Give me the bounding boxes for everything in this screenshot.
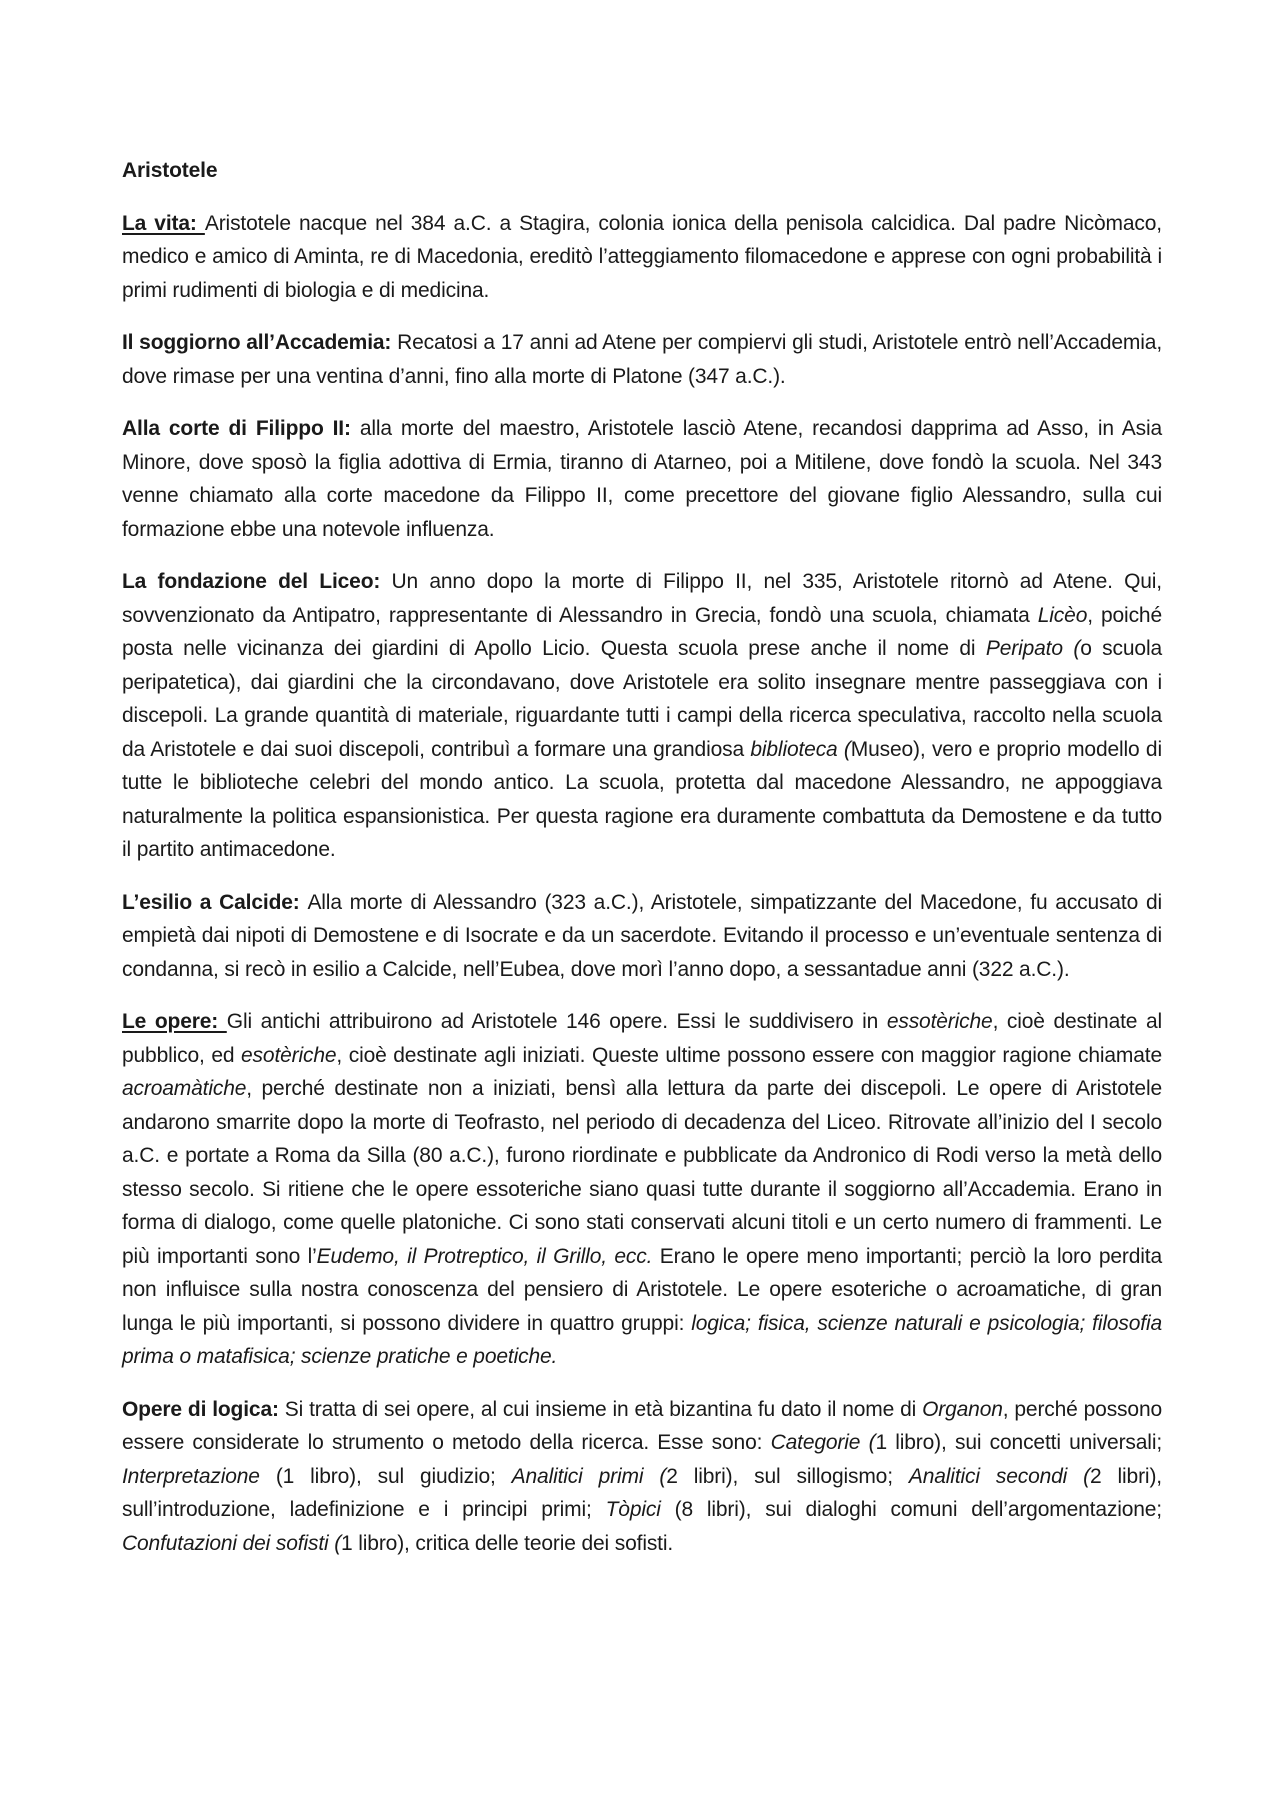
italic-term: Tòpici <box>605 1498 661 1521</box>
italic-term: logica; fisica, scienze naturali e psicologia; filosofia prima o matafisica; scienze pratiche e poetiche. <box>122 1311 1162 1368</box>
document-title: Aristotele <box>122 159 218 182</box>
paragraph-text: Museo), vero e proprio modello di tutte le biblioteche celebri del mondo antico. La scuola, protetta dal macedone Alessandro, ne appoggiava naturalmente la politica espansionistica. Per questa ragione era duramente combattuta da Demostene e da tutto il partito antimacedone. <box>122 737 1162 861</box>
heading-text: Le opere: <box>122 1010 227 1033</box>
paragraph-text: (1 libro), sul giudizio; <box>259 1464 512 1488</box>
paragraph-text: Recatosi a 17 anni ad Atene per compiervi gli studi, Aristotele entrò nell’Accademia, dove rimase per una ventina d’anni, fino alla morte di Platone (347 a.C.). <box>122 331 1162 388</box>
italic-term: Analitici primi ( <box>511 1464 667 1488</box>
paragraph-text: , cioè destinate al pubblico, ed <box>122 1010 1163 1067</box>
paragraph-heading: L’esilio a Calcide: <box>122 890 308 914</box>
italic-term: esotèriche <box>241 1043 337 1067</box>
paragraph-liceo <box>122 565 1162 867</box>
italic-term: Interpretazione <box>122 1464 260 1488</box>
document-body <box>122 154 1162 1579</box>
paragraph-text: alla morte del maestro, Aristotele lasciò Atene, recandosi dapprima ad Asso, in Asia Minore, dove sposò la figlia adottiva di Ermia, tiranno di Atarneo, poi a Mitilene, dove fondò la scuola. Nel 343 venne chiamato alla corte macedone da Filippo II, come precettore del giovane figlio Alessandro, sulla cui formazione ebbe una notevole influenza. <box>122 417 1163 541</box>
italic-term: acroamàtiche <box>122 1077 247 1100</box>
paragraph-heading: Il soggiorno all’Accademia: <box>122 331 398 354</box>
paragraph-text: 1 libro), sui concetti universali; <box>875 1431 1163 1454</box>
italic-term: Analitici secondi ( <box>908 1464 1091 1488</box>
italic-term: Licèo <box>1037 603 1088 627</box>
paragraph-text: 2 libri), sull’introduzione, ladefinizione e i principi primi; <box>122 1464 1162 1521</box>
paragraph-text: Si tratta di sei opere, al cui insieme in età bizantina fu dato il nome di <box>284 1397 923 1421</box>
paragraph-heading <box>122 1010 227 1033</box>
paragraph-filippo <box>122 412 1162 546</box>
paragraph-logica <box>122 1393 1162 1561</box>
italic-term: biblioteca ( <box>750 737 851 761</box>
paragraph-text: 2 libri), sul sillogismo; <box>666 1464 909 1488</box>
paragraph-text: , perché possono essere considerate lo strumento o metodo della ricerca. Esse sono: <box>122 1397 1162 1454</box>
paragraph-text: Gli antichi attribuirono ad Aristotele 146 opere. Essi le suddivisero in <box>226 1010 887 1033</box>
paragraph-text: 1 libro), critica delle teorie dei sofisti. <box>341 1531 674 1555</box>
paragraph-text: (8 libri), sui dialoghi comuni dell’argomentazione; <box>660 1498 1162 1521</box>
italic-term: Organon <box>922 1397 1003 1421</box>
paragraph-accademia <box>122 326 1162 393</box>
heading-text: La vita: <box>122 211 205 235</box>
paragraph-text: o scuola peripatetica), dai giardini che la circondavano, dove Aristotele era solito insegnare mentre passeggiava con i discepoli. La grande quantità di materiale, riguardante tutti i campi della ricerca speculativa, raccolto nella scuola da Aristotele e dai suoi discepoli, contribuì a formare una grandiosa <box>122 637 1162 761</box>
paragraph-text: Aristotele nacque nel 384 a.C. a Stagira, colonia ionica della penisola calcidica. Dal padre Nicòmaco, medico e amico di Aminta, re di Macedonia, ereditò l’atteggiamento filomacedone e apprese con ogni probabilità i primi rudimenti di biologia e di medicina. <box>122 211 1162 302</box>
paragraph-text: Erano le opere meno importanti; perciò la loro perdita non influisce sulla nostra conoscenza del pensiero di Aristotele. Le opere esoteriche o acroamatiche, di gran lunga le più importanti, si possono dividere in quattro gruppi: <box>122 1244 1162 1335</box>
paragraph-heading <box>122 212 205 235</box>
paragraph-text: Alla morte di Alessandro (323 a.C.), Aristotele, simpatizzante del Macedone, fu accusato di empietà dai nipoti di Demostene e di Isocrate e da un sacerdote. Evitando il processo e un’eventuale sentenza di condanna, si recò in esilio a Calcide, nell’Eubea, dove morì l’anno dopo, a sessantadue anni (322 a.C.). <box>122 890 1162 981</box>
paragraph-text: Un anno dopo la morte di Filippo II, nel 335, Aristotele ritornò ad Atene. Qui, sovvenzionato da Antipatro, rappresentante di Alessandro in Grecia, fondò una scuola, chiamata <box>122 570 1162 627</box>
italic-term: Peripato ( <box>985 637 1081 660</box>
italic-term: Confutazioni dei sofisti ( <box>122 1531 342 1555</box>
paragraph-la-vita <box>122 207 1162 308</box>
paragraph-text: , poiché posta nelle vicinanza dei giardini di Apollo Licio. Questa scuola prese anche il nome di <box>122 603 1162 660</box>
paragraph-opere <box>122 1005 1162 1374</box>
paragraph-heading: La fondazione del Liceo: <box>122 570 392 593</box>
paragraph-heading: Alla corte di Filippo II: <box>122 417 360 440</box>
paragraph-text: , perché destinate non a iniziati, bensì alla lettura da parte dei discepoli. Le opere di Aristotele andarono smarrite dopo la morte di Teofrasto, nel periodo di decadenza del Liceo. Ritrovate all’inizio del I secolo a.C. e portate a Roma da Silla (80 a.C.), furono riordinate e pubblicate da Andronico di Rodi verso la metà dello stesso secolo. Si ritiene che le opere essoteriche siano quasi tutte durante il soggiorno all’Accademia. Erano in forma di dialogo, come quelle platoniche. Ci sono stati conservati alcuni titoli e un certo numero di frammenti. Le più importanti sono l’ <box>122 1077 1162 1268</box>
paragraph-heading: Opere di logica: <box>122 1397 285 1421</box>
paragraph-text: , cioè destinate agli iniziati. Queste ultime possono essere con maggior ragione chiamate <box>336 1043 1162 1067</box>
italic-term: Eudemo, il Protreptico, il Grillo, ecc. <box>316 1244 653 1268</box>
paragraph-esilio <box>122 886 1162 987</box>
italic-term: Categorie ( <box>770 1431 876 1454</box>
italic-term: essotèriche <box>886 1010 993 1033</box>
